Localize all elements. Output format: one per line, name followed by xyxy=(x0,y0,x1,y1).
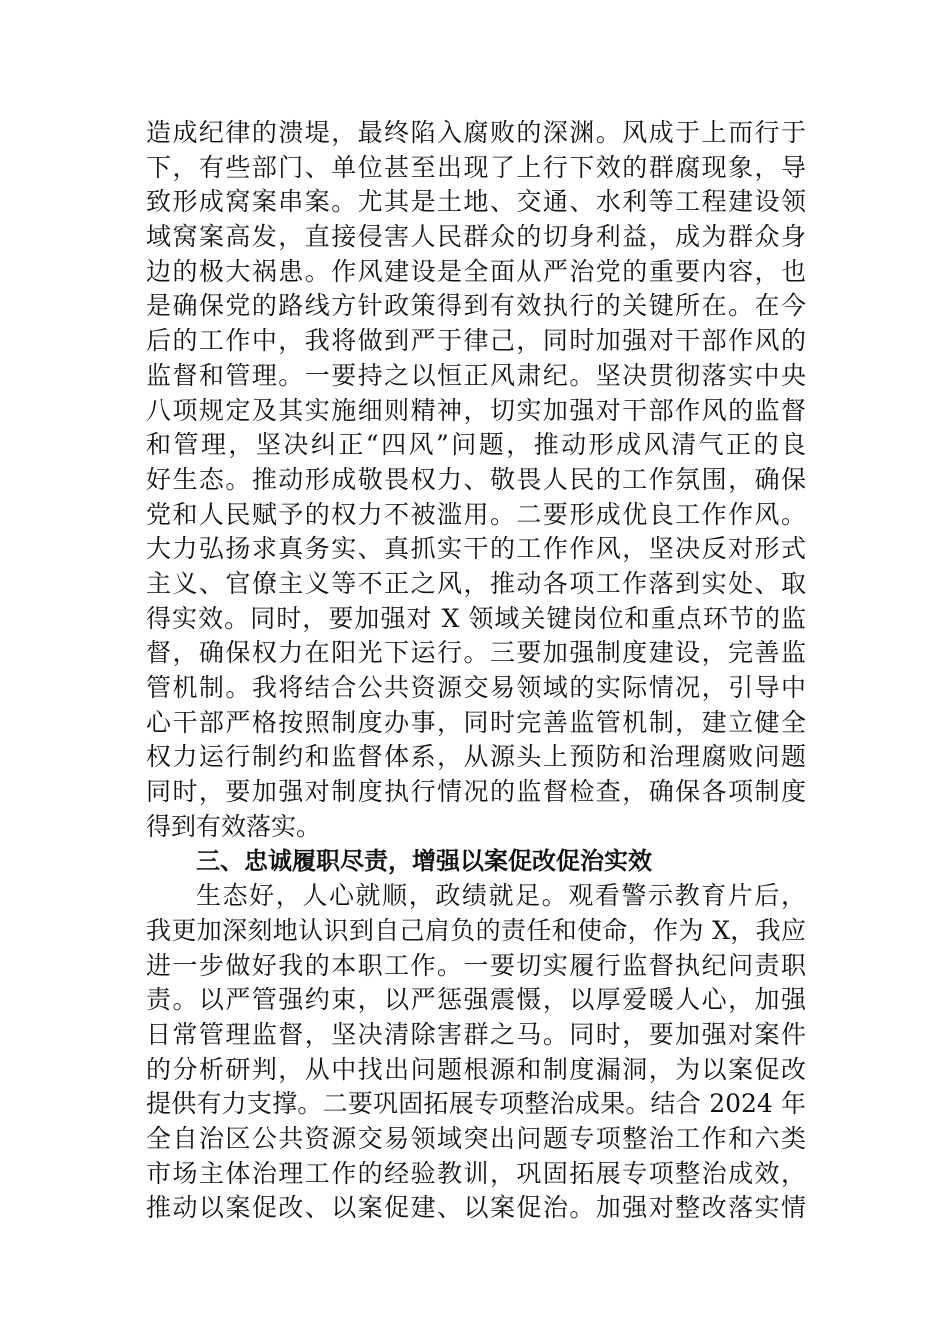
text-line: 好生态。推动形成敬畏权力、敬畏人民的工作氛围，确保 xyxy=(146,464,806,494)
text-line: 日常管理监督，坚决清除害群之马。同时，要加强对案件 xyxy=(146,1019,806,1049)
paragraph-1 xyxy=(146,116,806,844)
text-line: 下，有些部门、单位甚至出现了上行下效的群腐现象，导 xyxy=(146,152,806,182)
text-line: 推动以案促改、以案促建、以案促治。加强对整改落实情 xyxy=(146,1193,806,1223)
text-line: 权力运行制约和监督体系，从源头上预防和治理腐败问题 xyxy=(146,742,806,772)
text-line: 得实效。同时，要加强对 X 领域关键岗位和重点环节的监 xyxy=(146,603,806,633)
text-line: 同时，要加强对制度执行情况的监督检查，确保各项制度 xyxy=(146,777,806,807)
text-line: 提供有力支撑。二要巩固拓展专项整治成果。结合 2024 年 xyxy=(146,1089,806,1119)
text-line: 边的极大祸患。作风建设是全面从严治党的重要内容，也 xyxy=(146,256,806,286)
text-line: 市场主体治理工作的经验教训，巩固拓展专项整治成效， xyxy=(146,1158,806,1188)
text-line: 党和人民赋予的权力不被滥用。二要形成优良工作作风。 xyxy=(146,499,806,529)
text-line: 致形成窝案串案。尤其是土地、交通、水利等工程建设领 xyxy=(146,187,806,217)
section-heading: 三、忠诚履职尽责，增强以案促改促治实效 xyxy=(196,847,652,876)
text-line: 域窝案高发，直接侵害人民群众的切身利益，成为群众身 xyxy=(146,222,806,252)
text-line: 大力弘扬求真务实、真抓实干的工作作风，坚决反对形式 xyxy=(146,534,806,564)
text-line: 得到有效落实。 xyxy=(146,811,322,841)
text-line: 生态好，人心就顺，政绩就足。观看警示教育片后， xyxy=(196,881,806,911)
text-line: 是确保党的路线方针政策得到有效执行的关键所在。在今 xyxy=(146,291,806,321)
text-line: 和管理，坚决纠正“四风”问题，推动形成风清气正的良 xyxy=(146,430,806,460)
text-line: 督，确保权力在阳光下运行。三要加强制度建设，完善监 xyxy=(146,638,806,668)
text-line: 的分析研判，从中找出问题根源和制度漏洞，为以案促改 xyxy=(146,1054,806,1084)
text-line: 进一步做好我的本职工作。一要切实履行监督执纪问责职 xyxy=(146,950,806,980)
text-line: 造成纪律的溃堤，最终陷入腐败的深渊。风成于上而行于 xyxy=(146,118,806,147)
text-line: 全自治区公共资源交易领域突出问题专项整治工作和六类 xyxy=(146,1123,806,1153)
text-line: 我更加深刻地认识到自己肩负的责任和使命，作为 X，我应 xyxy=(146,915,806,945)
text-line: 责。以严管强约束，以严惩强震慑，以厚爱暖人心，加强 xyxy=(146,985,806,1015)
text-line: 管机制。我将结合公共资源交易领域的实际情况，引导中 xyxy=(146,673,806,702)
paragraph-2 xyxy=(146,879,806,1226)
document-body xyxy=(146,116,806,1226)
text-line: 后的工作中，我将做到严于律己，同时加强对干部作风的 xyxy=(146,326,806,356)
text-line: 监督和管理。一要持之以恒正风肃纪。坚决贯彻落实中央 xyxy=(146,360,806,390)
text-line: 主义、官僚主义等不正之风，推动各项工作落到实处、取 xyxy=(146,568,806,598)
text-line: 八项规定及其实施细则精神，切实加强对干部作风的监督 xyxy=(146,395,806,425)
text-line: 心干部严格按照制度办事，同时完善监管机制，建立健全 xyxy=(146,707,806,737)
